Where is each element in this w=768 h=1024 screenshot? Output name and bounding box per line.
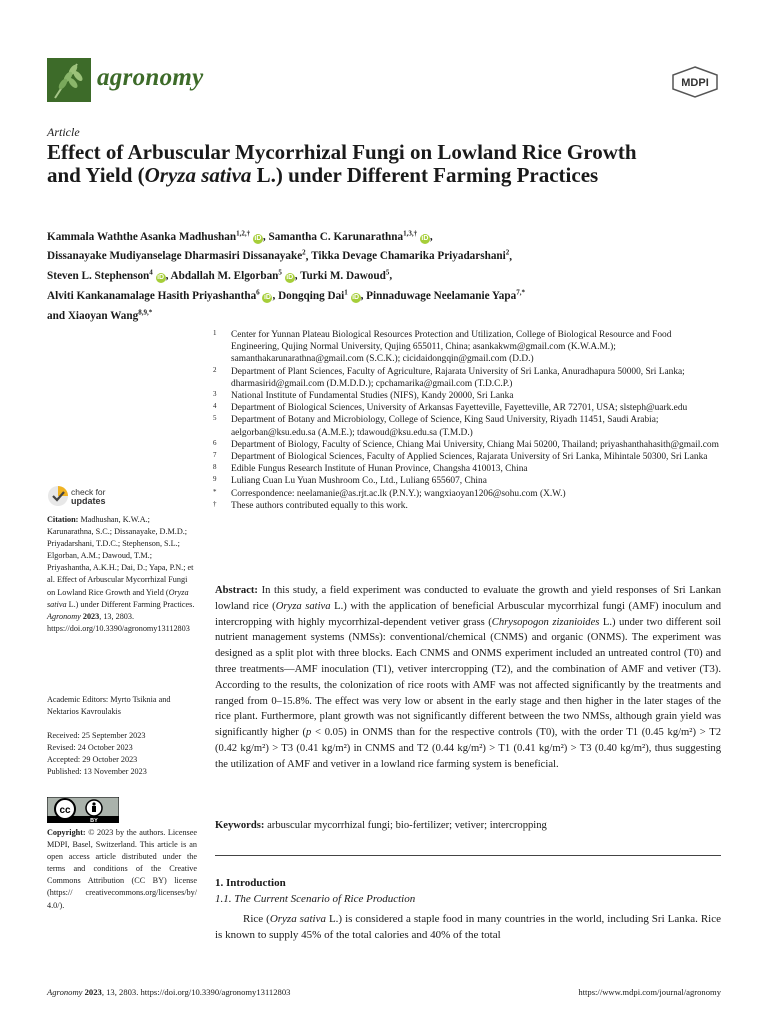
journal-name: agronomy bbox=[97, 64, 204, 91]
publication-dates bbox=[47, 730, 197, 778]
check-updates-line1: check for bbox=[71, 487, 106, 497]
author-name: Dissanayake Mudiyanselage Dharmasiri Dissanayake$^2$ bbox=[47, 248, 306, 263]
article-type: Article bbox=[47, 125, 80, 139]
date-item: Received: 25 September 2023 bbox=[47, 731, 146, 740]
affiliation-item: 6 Department of Biology, Faculty of Science, Chiang Mai University, Chiang Mai 50200, Thailand; priyashanthahasith@gmail.com bbox=[213, 438, 719, 450]
article-title: Effect of Arbuscular Mycorrhizal Fungi on Lowland Rice Growth and Yield (Oryza sativa L.) under Different Farming Practices bbox=[47, 140, 637, 187]
affiliation-item: 2 Department of Plant Sciences, Faculty of Agriculture, Rajarata University of Sri Lanka, Anuradhapura 50000, Sri Lanka; dharmasirid@gmail.com (D.M.D.D.); cpchamarika@gmail.com (T.D.C.P.) bbox=[213, 365, 685, 389]
footer-journal-url[interactable]: https://www.mdpi.com/journal/agronomy bbox=[578, 987, 721, 997]
mdpi-logo-text: MDPI bbox=[681, 77, 709, 89]
academic-editors: Academic Editors: Myrto Tsiknia and Nektarios Kavroulakis bbox=[47, 695, 171, 717]
orcid-icon[interactable]: iD bbox=[254, 234, 262, 242]
author-name: Pinnaduwage Neelamanie Yapa$^{7,*}$ bbox=[366, 288, 525, 302]
orcid-icon[interactable]: iD bbox=[352, 293, 360, 301]
subsection-heading: 1.1. The Current Scenario of Rice Production bbox=[215, 893, 416, 905]
journal-header bbox=[47, 58, 721, 102]
check-for-updates-button[interactable] bbox=[47, 485, 127, 511]
check-updates-line2: updates bbox=[71, 496, 106, 506]
author-name: Tikka Devage Chamarika Priyadarshani$^2$ bbox=[311, 248, 510, 263]
author-name: Kammala Waththe Asanka Madhushan$^{1,2,\dagger}$ iD bbox=[47, 229, 262, 243]
affiliation-item: * Correspondence: neelamanie@as.rjt.ac.lk (P.N.Y.); wangxiaoyan1206@sohu.com (X.W.) bbox=[213, 487, 566, 499]
footer-citation: Agronomy 2023, 13, 2803. https://doi.org/10.3390/agronomy13112803 bbox=[47, 987, 291, 997]
author-name: Abdallah M. Elgorban$^5$ iD bbox=[170, 268, 294, 283]
copyright-notice: Copyright: © 2023 by the authors. Licensee MDPI, Basel, Switzerland. This article is an open access article distributed under the terms and conditions of the Creative Commons Attribution (CC BY) license (https:// creativecommons.org/licenses/by/ 4.0/). bbox=[47, 828, 197, 910]
author-name: Alviti Kankanamalage Hasith Priyashantha$^6$ iD bbox=[47, 288, 271, 302]
mdpi-logo bbox=[671, 66, 719, 98]
affiliation-item: 5 Department of Botany and Microbiology, College of Science, King Saud University, Riyadh 11451, Saudi Arabia; aelgorban@ksu.edu.sa (A.M.E.); tdawoud@ksu.edu.sa (T.M.D.) bbox=[213, 414, 659, 438]
author-name: Steven L. Stephenson$^4$ iD bbox=[47, 268, 165, 283]
author-name: Samantha C. Karunarathna$^{1,3,\dagger}$ iD bbox=[268, 229, 429, 243]
abstract: Abstract: In this study, a field experiment was conducted to evaluate the growth and yield responses of Sri Lankan lowland rice (Oryza sativa L.) with the application of beneficial Arbuscular mycorrhizal fungi (AMF) inoculum and intercropping with highly mycorrhizal-dependent vetiver grass (Chrysopogon zizanioides L.) under two different soil nutrient management systems (NMSs): conventional/chemical (CNMS) and organic (ONMS). The experiment was designed as a split plot with three blocks. Each CNMS and ONMS experiment included an untreated control (T0) and three treatments—AMF inoculation (T1), vetiver intercropping (T2), and the combination of AMF and vetiver (T3). According to the results, the colonization of rice roots with AMF was not affected significantly by the treatments and ranged from 0–15.8%. The effect was very low or absent in the early stage and then higher in the later stages of the rice plant. Furthermore, plant growth was not significantly different between the two NMSs, although grain yield was significantly higher (p < 0.05) in ONMS than for the respective controls (T0), with the order T1 (0.45 kg/m²) > T2 (0.42 kg/m²) > T3 (0.41 kg/m²) in CNMS and T2 (0.44 kg/m²) > T1 (0.41 kg/m²) > T3 (0.40 kg/m²), thus suggesting the utilization of AMF and vetiver in a lowland rice farming system is beneficial. bbox=[215, 585, 722, 770]
affiliation-item: † These authors contributed equally to this work. bbox=[213, 499, 408, 511]
affiliation-item: 7 Department of Biological Sciences, Faculty of Applied Sciences, Rajarata University of Sri Lanka, Mihintale 50300, Sri Lanka bbox=[213, 451, 708, 463]
intro-paragraph: Rice (Oryza sativa L.) is considered a staple food in many countries in the world, including Sri Lanka. Rice is known to supply 45% of the total calories and 40% of the total bbox=[215, 913, 721, 941]
svg-text:cc: cc bbox=[59, 805, 71, 816]
section-heading: 1. Introduction bbox=[215, 877, 286, 889]
section-divider bbox=[215, 855, 721, 856]
check-updates-icon bbox=[47, 485, 69, 507]
orcid-icon[interactable]: iD bbox=[157, 274, 165, 282]
orcid-icon[interactable]: iD bbox=[421, 234, 429, 242]
author-name: Turki M. Dawoud$^5$ bbox=[300, 268, 390, 283]
date-item: Accepted: 29 October 2023 bbox=[47, 755, 138, 765]
affiliations bbox=[207, 329, 721, 512]
cc-by-license-icon[interactable] bbox=[47, 797, 119, 823]
affiliation-item: 9 Luliang Cuan Lu Yuan Mushroom Co., Ltd., Luliang 655607, China bbox=[213, 475, 487, 487]
cc-by-text: BY bbox=[90, 818, 98, 823]
orcid-icon[interactable]: iD bbox=[263, 293, 271, 301]
author-name: and Xiaoyan Wang$^{8,9,*}$ bbox=[47, 307, 153, 322]
author-list: Kammala Waththe Asanka Madhushan$^{1,2,\dagger}$ iD , Samantha C. Karunarathna$^{1,3,\dagger}$ iD , Dissanayake Mudiyanselage Dharmasiri Dissanayake$^2$, Tikka Devage Chamarika Priyadarshani$^2$, Steven L. Stephenson$^4$ iD , Abdallah M. Elgorban$^5$ iD , Turki M. Dawoud$^5$, Alviti Kankanamalage Hasith Priyashantha$^6$ iD , Dongqing Dai$^1$ iD , Pinnaduwage Neelamanie Yapa$^{7,*}$ and Xiaoyan Wang$^{8,9,*}$ bbox=[47, 229, 525, 322]
orcid-icon[interactable]: iD bbox=[286, 274, 294, 282]
date-item: Published: 13 November 2023 bbox=[47, 767, 147, 777]
citation-block: Citation: Madhushan, K.W.A.; Karunarathna, S.C.; Dissanayake, D.M.D.; Priyadarshani, T.D.C.; Stephenson, S.L.; Elgorban, A.M.; Dawoud, T.M.; Priyashantha, A.K.H.; Dai, D.; Yapa, P.N.; et al. Effect of Arbuscular Mycorrhizal Fungi on Lowland Rice Growth and Yield (Oryza sativa L.) under Different Farming Practices. Agronomy 2023, 13, 2803. https://doi.org/10.3390/agronomy13112803 bbox=[47, 515, 195, 633]
wheat-icon bbox=[47, 58, 91, 102]
affiliation-item: 3 National Institute of Fundamental Studies (NIFS), Kandy 20000, Sri Lanka bbox=[213, 390, 514, 402]
keywords: Keywords: arbuscular mycorrhizal fungi; bio-fertilizer; vetiver; intercropping bbox=[215, 820, 547, 831]
author-name: Dongqing Dai$^1$ iD bbox=[278, 288, 360, 302]
affiliation-item: 1 Center for Yunnan Plateau Biological Resources Protection and Utilization, College of Biological Resource and Food Engineering, Qujing Normal University, Qujing 655011, China; asankakwm@gmail.com (K.W.A.M.); samanthakarunarathna@gmail.com (S.C.K.); cicidaidongqin@gmail.com (D.D.) bbox=[213, 329, 672, 365]
date-item: Revised: 24 October 2023 bbox=[47, 743, 133, 753]
affiliation-item: 4 Department of Biological Sciences, University of Arkansas Fayetteville, Fayetteville, AR 72701, USA; slsteph@uark.edu bbox=[213, 402, 688, 414]
affiliation-item: 8 Edible Fungus Research Institute of Hunan Province, Changsha 410013, China bbox=[213, 463, 528, 475]
